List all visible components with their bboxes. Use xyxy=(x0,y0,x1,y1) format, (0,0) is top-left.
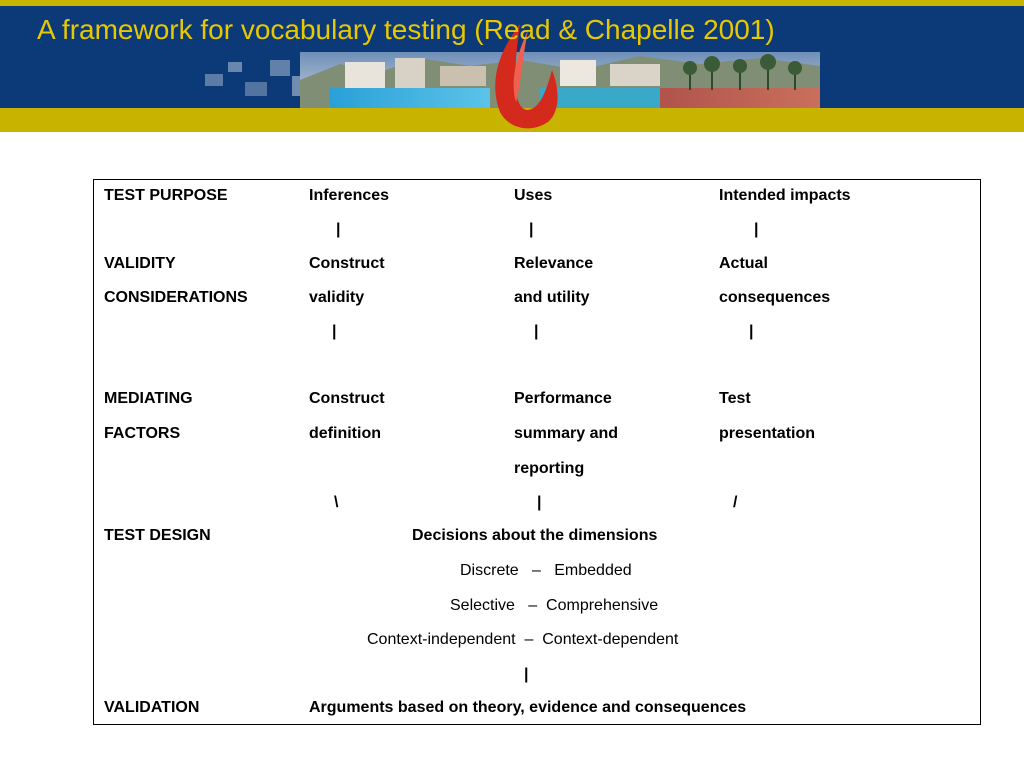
connector-bar: | xyxy=(534,323,539,340)
connector-bar: | xyxy=(537,494,542,511)
connector-bar: | xyxy=(524,666,529,683)
connector-bar: | xyxy=(332,323,337,340)
connector-bar: | xyxy=(754,221,759,238)
mediating-label-line1: MEDIATING xyxy=(104,390,193,407)
faded-photo-edge xyxy=(205,60,308,96)
connector-bar: | xyxy=(529,221,534,238)
actual-consequences-line1: Actual xyxy=(719,255,768,272)
validation-text: Arguments based on theory, evidence and consequences xyxy=(309,699,747,716)
connector-slash: / xyxy=(733,494,738,511)
test-presentation-line1: Test xyxy=(719,390,751,407)
validity-label-line2: CONSIDERATIONS xyxy=(104,289,248,306)
construct-definition-line2: definition xyxy=(309,425,381,442)
construct-validity-line1: Construct xyxy=(309,255,385,272)
performance-line2: summary and xyxy=(514,425,619,442)
test-presentation-line2: presentation xyxy=(719,425,816,442)
dimensions-heading: Decisions about the dimensions xyxy=(412,527,658,544)
inferences-text: Inferences xyxy=(309,187,390,204)
dimension-context: Context-independent – Context-dependent xyxy=(367,631,679,648)
relevance-line2: and utility xyxy=(514,289,590,306)
framework-table xyxy=(93,179,981,725)
test-purpose-label: TEST PURPOSE xyxy=(104,187,228,204)
test-design-label: TEST DESIGN xyxy=(104,527,211,544)
dimension-discrete-embedded: Discrete – Embedded xyxy=(460,562,632,579)
connector-backslash: \ xyxy=(334,494,339,511)
validation-label: VALIDATION xyxy=(104,699,200,716)
uses-text: Uses xyxy=(514,187,553,204)
slide-title: A framework for vocabulary testing (Read & Chapelle 2001) xyxy=(37,14,775,45)
mediating-label-line2: FACTORS xyxy=(104,425,181,442)
campus-photo xyxy=(300,52,820,108)
actual-consequences-line2: consequences xyxy=(719,289,831,306)
header-banner xyxy=(0,0,1024,132)
dimension-selective-comprehensive: Selective – Comprehensive xyxy=(450,597,659,614)
connector-bar: | xyxy=(336,221,341,238)
validity-label-line1: VALIDITY xyxy=(104,255,176,272)
connector-bar: | xyxy=(749,323,754,340)
intended-impacts-text: Intended impacts xyxy=(719,187,851,204)
relevance-line1: Relevance xyxy=(514,255,594,272)
construct-validity-line2: validity xyxy=(309,289,365,306)
construct-definition-line1: Construct xyxy=(309,390,385,407)
performance-line1: Performance xyxy=(514,390,612,407)
performance-line3: reporting xyxy=(514,460,585,477)
